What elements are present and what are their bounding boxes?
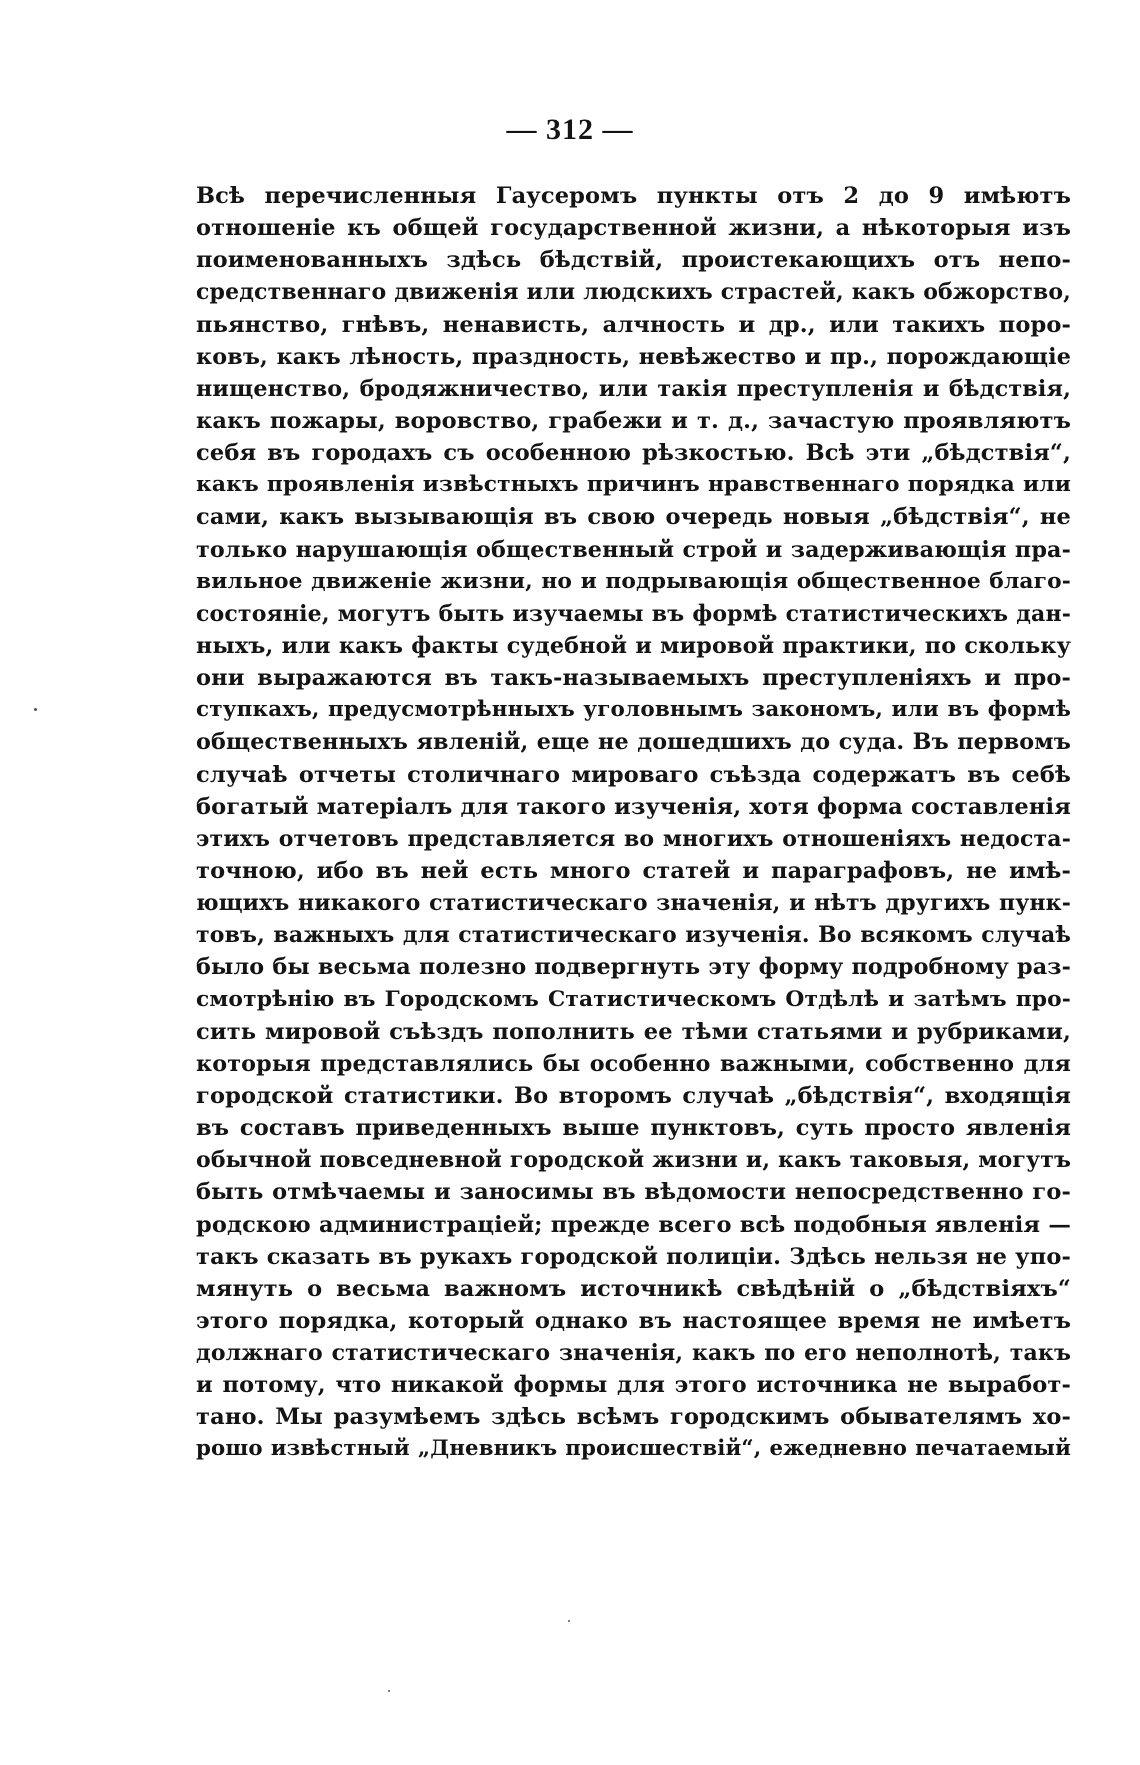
text-line: ступкахъ, предусмотрѣнныхъ уголовнымъ закономъ, или въ формѣ [196,697,1071,723]
text-line: точною, ибо въ ней есть много статей и параграфовъ, не имѣ- [196,857,1071,884]
text-line: было бы весьма полезно подвергнуть эту форму подробному раз- [196,954,1071,981]
body-text [196,180,1071,1466]
text-line: себя въ городахъ съ особенною рѣзкостью. Всѣ эти „бѣдствія“, [196,440,1071,467]
text-line: которыя представлялись бы особенно важными, собственно для [196,1050,1071,1077]
text-line: смотрѣнію въ Городскомъ Статистическомъ Отдѣлѣ и затѣмъ про- [196,986,1071,1012]
text-line: только нарушающія общественный строй и задерживающія пра- [196,536,1071,563]
text-line: ковъ, какъ лѣность, праздность, невѣжество и пр., порождающіе [196,343,1071,370]
text-line: ныхъ, или какъ факты судебной и мировой практики, по скольку [196,632,1071,659]
text-line: этихъ отчетовъ представляется во многихъ отношеніяхъ недоста- [196,825,1071,852]
text-line: нищенство, бродяжничество, или такія преступленія и бѣдствія, [196,375,1071,402]
text-line: какъ проявленія извѣстныхъ причинъ нравственнаго порядка или [196,472,1071,498]
text-line: должнаго статистическаго значенія, какъ по его неполнотѣ, такъ [196,1340,1071,1367]
text-line: мянуть о весьма важномъ источникѣ свѣдѣній о „бѣдствіяхъ“ [196,1275,1071,1302]
text-line: городской статистики. Во второмъ случаѣ „бѣдствія“, входящія [196,1082,1071,1109]
text-line: въ составъ приведенныхъ выше пунктовъ, суть просто явленія [196,1115,1071,1142]
text-line: отношеніе къ общей государственной жизни, а нѣкоторыя изъ [196,215,1071,242]
text-line: этого порядка, который однако въ настоящее время не имѣетъ [196,1307,1071,1334]
scan-speck [388,1690,390,1692]
text-line: средственнаго движенія или людскихъ страстей, какъ обжорство, [196,279,1071,306]
text-line: пьянство, гнѣвъ, ненависть, алчность и др., или такихъ поро- [196,311,1071,338]
text-line: богатый матеріалъ для такого изученія, хотя форма составленія [196,793,1071,820]
text-line: родскою администраціей; прежде всего всѣ подобныя явленія — [196,1211,1071,1238]
text-line: сить мировой съѣздъ пополнить ее тѣми статьями и рубриками, [196,1018,1071,1045]
text-line: общественныхъ явленій, еще не дошедшихъ до суда. Въ первомъ [196,729,1071,756]
scan-speck [568,1620,570,1622]
scan-speck [34,708,37,711]
text-line: они выражаются въ такъ-называемыхъ преступленіяхъ и про- [196,665,1071,692]
text-line: состояніе, могутъ быть изучаемы въ формѣ статистическихъ дан- [196,600,1071,627]
text-line: обычной повседневной городской жизни и, какъ таковыя, могутъ [196,1147,1071,1174]
text-line: Всѣ перечисленныя Гаусеромъ пункты отъ 2 до 9 имѣютъ [196,183,1071,209]
text-line: быть отмѣчаемы и заносимы въ вѣдомости непосредственно го- [196,1179,1071,1206]
text-line: поименованныхъ здѣсь бѣдствій, проистекающихъ отъ непо- [196,247,1071,274]
page-number: — 312 — [506,113,634,146]
text-line: вильное движеніе жизни, но и подрывающія общественное благо- [196,568,1071,594]
text-line: рошо извѣстный „Дневникъ происшествій“, ежедневно печатаемый [196,1436,1071,1462]
text-line: ющихъ никакого статистическаго значенія, и нѣтъ другихъ пунк- [196,890,1071,917]
text-line: какъ пожары, воровство, грабежи и т. д., зачастую проявляютъ [196,407,1071,434]
text-line: и потому, что никакой формы для этого источника не выработ- [196,1372,1071,1399]
text-line: случаѣ отчеты столичнаго мироваго съѣзда содержатъ въ себѣ [196,761,1071,788]
text-line: тано. Мы разумѣемъ здѣсь всѣмъ городскимъ обывателямъ хо- [196,1404,1071,1431]
text-line: товъ, важныхъ для статистическаго изученія. Во всякомъ случаѣ [196,922,1071,949]
text-line: сами, какъ вызывающія въ свою очередь новыя „бѣдствія“, не [196,504,1071,531]
text-line: такъ сказать въ рукахъ городской полиціи. Здѣсь нельзя не упо- [196,1243,1071,1270]
